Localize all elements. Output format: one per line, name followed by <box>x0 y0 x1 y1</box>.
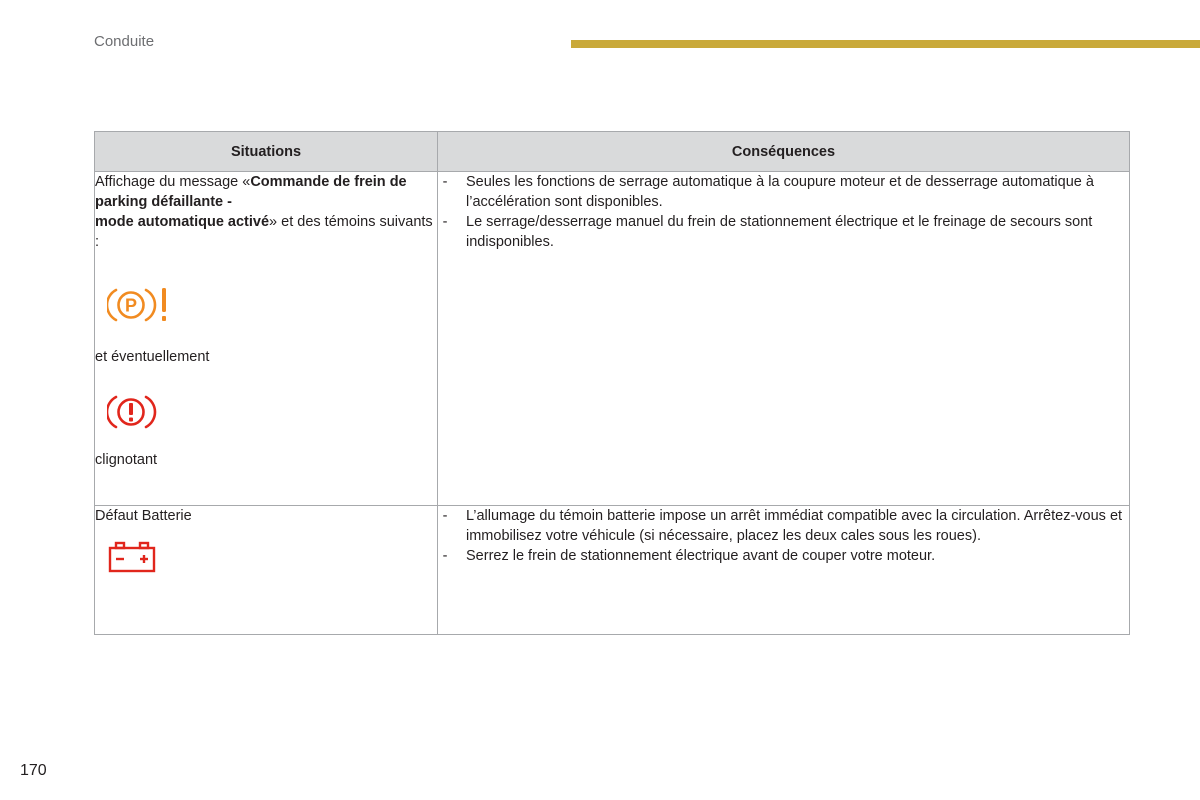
header-consequences: Conséquences <box>438 132 1130 172</box>
situation-message-line1: Commande de frein de parking défaillante - <box>95 174 407 210</box>
list-item: - Seules les fonctions de serrage automatique à la coupure moteur et de desserrage automatique à l’accélération sont disponibles. <box>442 174 1094 210</box>
section-title: Conduite <box>94 33 155 50</box>
list-item: - Serrez le frein de stationnement électrique avant de couper votre moteur. <box>442 548 936 564</box>
page-number: 170 <box>20 762 47 779</box>
battery-warning-icon <box>107 540 159 574</box>
consequences-cell <box>438 172 1130 506</box>
situation-message-line2: mode automatique activé <box>95 214 270 230</box>
situation-cell <box>95 172 438 506</box>
consequences-cell <box>438 506 1130 635</box>
table-row <box>95 506 1130 635</box>
situation-description <box>95 172 437 252</box>
header-situations: Situations <box>95 132 438 172</box>
consequence-text: Serrez le frein de stationnement électrique avant de couper votre moteur. <box>466 548 936 564</box>
consequences-list <box>438 506 1129 566</box>
table-header-row <box>95 132 1130 172</box>
list-item: - Le serrage/desserrage manuel du frein de stationnement électrique et le freinage de secours sont indisponibles. <box>442 214 1093 250</box>
situation-between-text: et éventuellement <box>95 349 210 365</box>
situation-cell <box>95 506 438 635</box>
consequence-text: Le serrage/desserrage manuel du frein de stationnement électrique et le freinage de secours sont indisponibles. <box>466 214 1093 250</box>
situation-text-prefix: Affichage du message « <box>95 174 251 190</box>
list-item: - L’allumage du témoin batterie impose un arrêt immédiat compatible avec la circulation. Arrêtez-vous et immobilisez votre véhicule (si nécessaire, placez les deux cales sous les roues). <box>442 508 1123 544</box>
consequences-list <box>438 172 1129 252</box>
header-accent-bar <box>571 40 1200 48</box>
situation-description: Défaut Batterie <box>95 508 192 524</box>
situation-after-text: clignotant <box>95 452 158 468</box>
brake-warning-icon <box>107 392 159 432</box>
situation-text-suffix: » et des témoins suivants : <box>95 214 433 250</box>
parking-brake-warning-icon <box>107 285 171 325</box>
consequence-text: L’allumage du témoin batterie impose un arrêt immédiat compatible avec la circulation. Arrêtez-vous et immobilisez votre véhicule (si nécessaire, placez les deux cales sous les roues). <box>466 508 1123 544</box>
svg-text:P: P <box>124 295 138 316</box>
table-row <box>95 172 1130 506</box>
warning-table <box>94 131 1130 635</box>
consequence-text: Seules les fonctions de serrage automatique à la coupure moteur et de desserrage automatique à l’accélération sont disponibles. <box>466 174 1094 210</box>
